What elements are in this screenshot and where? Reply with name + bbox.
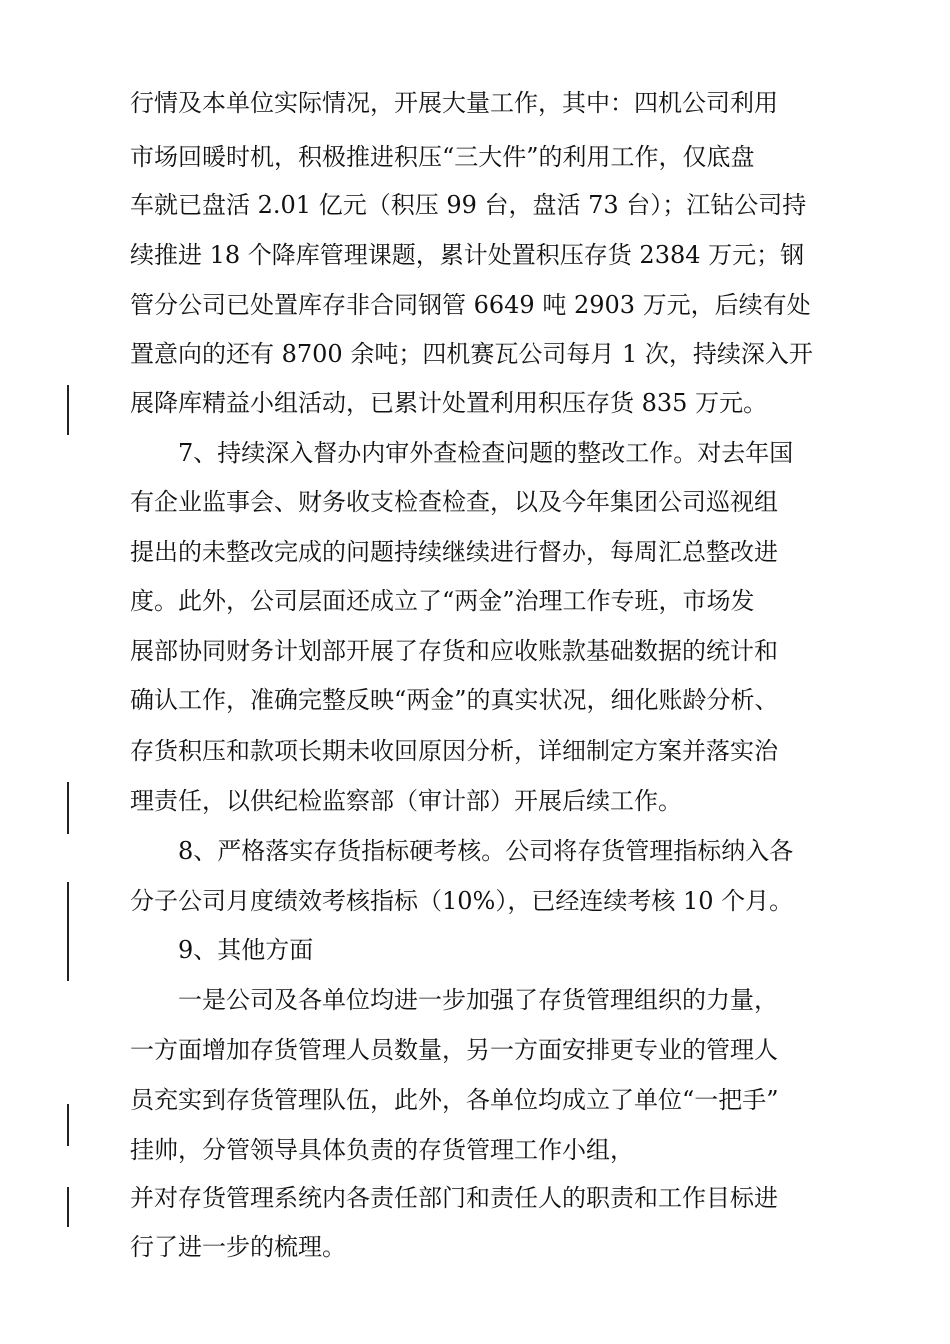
text-line: 挂帅，分管领导具体负责的存货管理工作小组， xyxy=(130,1136,634,1164)
section-heading-8: 8、严格落实存货指标硬考核。公司将存货管理指标纳入各 xyxy=(178,837,794,865)
text-line: 确认工作，准确完整反映“两金”的真实状况，细化账龄分析、 xyxy=(130,686,779,714)
text-line: 置意向的还有 8700 余吨；四机赛瓦公司每月 1 次，持续深入开 xyxy=(130,340,813,368)
text-line: 理责任，以供纪检监察部（审计部）开展后续工作。 xyxy=(130,787,682,815)
text-line: 度。此外，公司层面还成立了“两金”治理工作专班，市场发 xyxy=(130,587,755,615)
text-line: 市场回暖时机，积极推进积压“三大件”的利用工作，仅底盘 xyxy=(130,143,755,171)
text-line: 分子公司月度绩效考核指标（10%），已经连续考核 10 个月。 xyxy=(130,887,794,915)
revision-mark xyxy=(67,1104,69,1146)
text-line: 行了进一步的梳理。 xyxy=(130,1233,346,1261)
text-line: 员充实到存货管理队伍，此外，各单位均成立了单位“一把手” xyxy=(130,1086,779,1114)
text-line: 管分公司已处置库存非合同钢管 6649 吨 2903 万元，后续有处 xyxy=(130,291,811,319)
text-line: 并对存货管理系统内各责任部门和责任人的职责和工作目标进 xyxy=(130,1184,778,1212)
section-heading-7: 7、持续深入督办内审外查检查问题的整改工作。对去年国 xyxy=(178,439,794,467)
revision-mark xyxy=(67,1187,69,1227)
text-line: 一是公司及各单位均进一步加强了存货管理组织的力量， xyxy=(178,986,778,1014)
section-heading-9: 9、其他方面 xyxy=(178,936,314,964)
text-line: 续推进 18 个降库管理课题，累计处置积压存货 2384 万元；钢 xyxy=(130,241,805,269)
text-line: 展部协同财务计划部开展了存货和应收账款基础数据的统计和 xyxy=(130,637,778,665)
text-line: 提出的未整改完成的问题持续继续进行督办，每周汇总整改进 xyxy=(130,538,778,566)
revision-mark xyxy=(67,385,69,435)
text-line: 车就已盘活 2.01 亿元（积压 99 台，盘活 73 台）；江钻公司持 xyxy=(130,191,807,219)
text-line: 行情及本单位实际情况，开展大量工作，其中：四机公司利用 xyxy=(130,89,778,117)
revision-mark xyxy=(67,782,69,834)
revision-mark xyxy=(67,882,69,981)
text-line: 一方面增加存货管理人员数量，另一方面安排更专业的管理人 xyxy=(130,1036,778,1064)
text-line: 有企业监事会、财务收支检查检查，以及今年集团公司巡视组 xyxy=(130,488,778,516)
text-line: 存货积压和款项长期未收回原因分析，详细制定方案并落实治 xyxy=(130,737,778,765)
text-line: 展降库精益小组活动，已累计处置利用积压存货 835 万元。 xyxy=(130,389,768,417)
